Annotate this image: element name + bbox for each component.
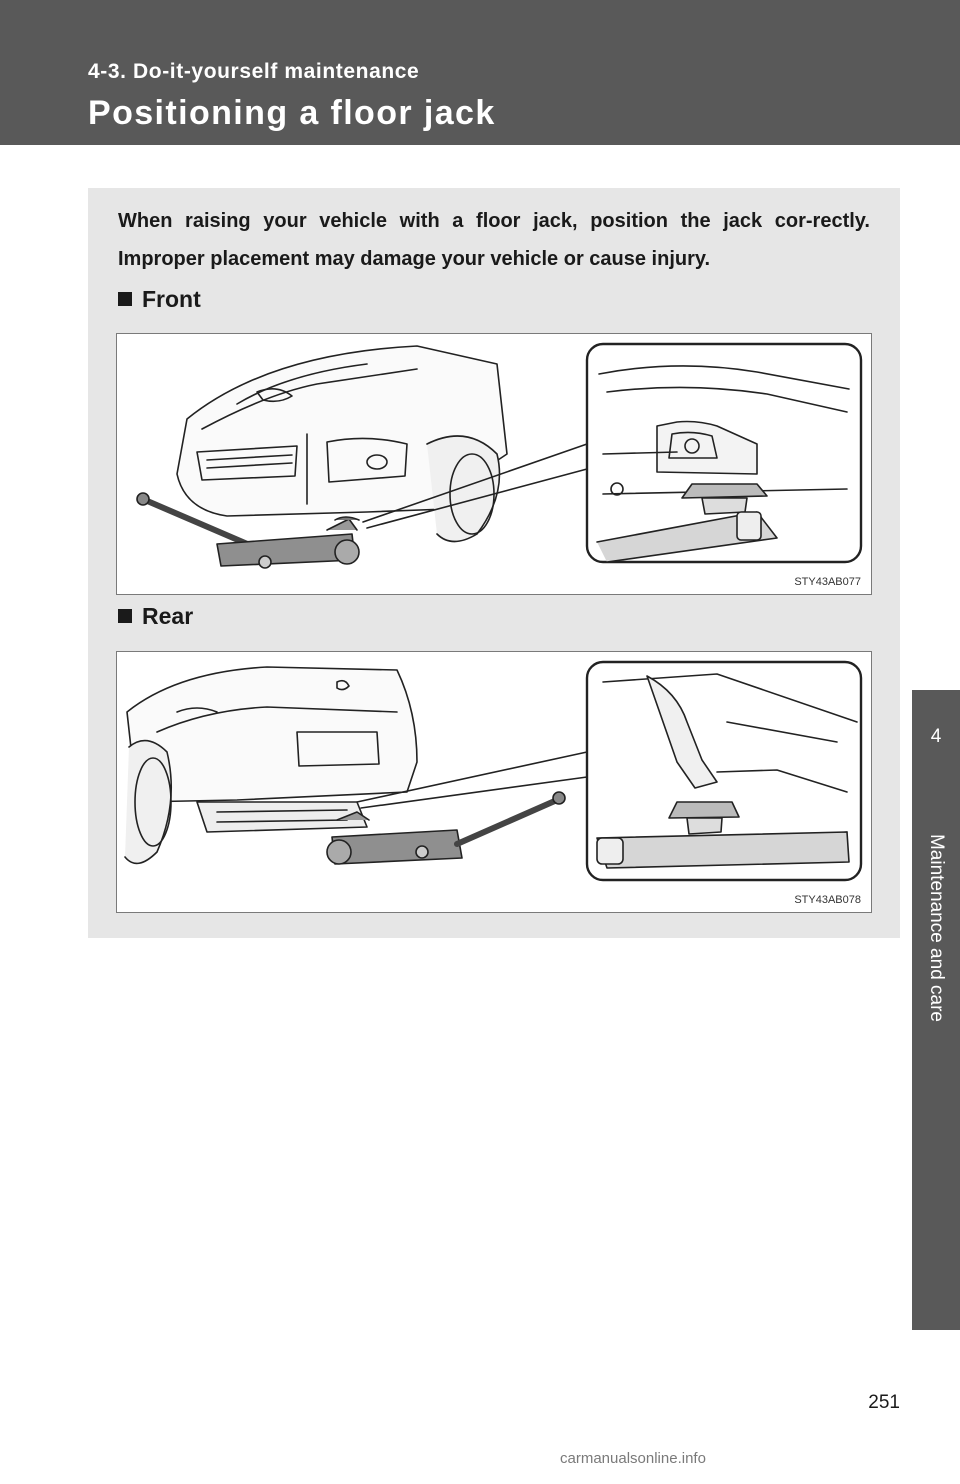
chapter-number: 4 — [930, 726, 942, 747]
rear-jack-figure — [116, 651, 872, 913]
front-heading-label: Front — [142, 286, 201, 312]
section-label: 4-3. Do-it-yourself maintenance — [88, 60, 420, 83]
rear-jack-illustration — [117, 652, 872, 913]
rear-figure-code: STY43AB078 — [794, 894, 861, 906]
chapter-title: Maintenance and care — [926, 833, 947, 1022]
page-header — [0, 0, 960, 145]
chapter-side-tab[interactable] — [912, 690, 960, 1330]
page-title: Positioning a floor jack — [88, 94, 496, 132]
content-panel — [88, 188, 900, 938]
square-bullet-icon — [118, 292, 132, 306]
rear-heading-label: Rear — [142, 603, 194, 629]
rear-heading — [118, 603, 193, 630]
square-bullet-icon — [118, 609, 132, 623]
front-jack-figure — [116, 333, 872, 595]
intro-text: When raising your vehicle with a floor jack, position the jack cor-rectly. Improper placement may damage your vehicle or cause injury. — [118, 210, 870, 270]
watermark[interactable]: carmanualsonline.info — [560, 1450, 706, 1467]
page-number: 251 — [868, 1392, 900, 1413]
front-heading — [118, 286, 201, 313]
front-figure-code: STY43AB077 — [794, 576, 861, 588]
front-jack-illustration — [117, 334, 872, 595]
